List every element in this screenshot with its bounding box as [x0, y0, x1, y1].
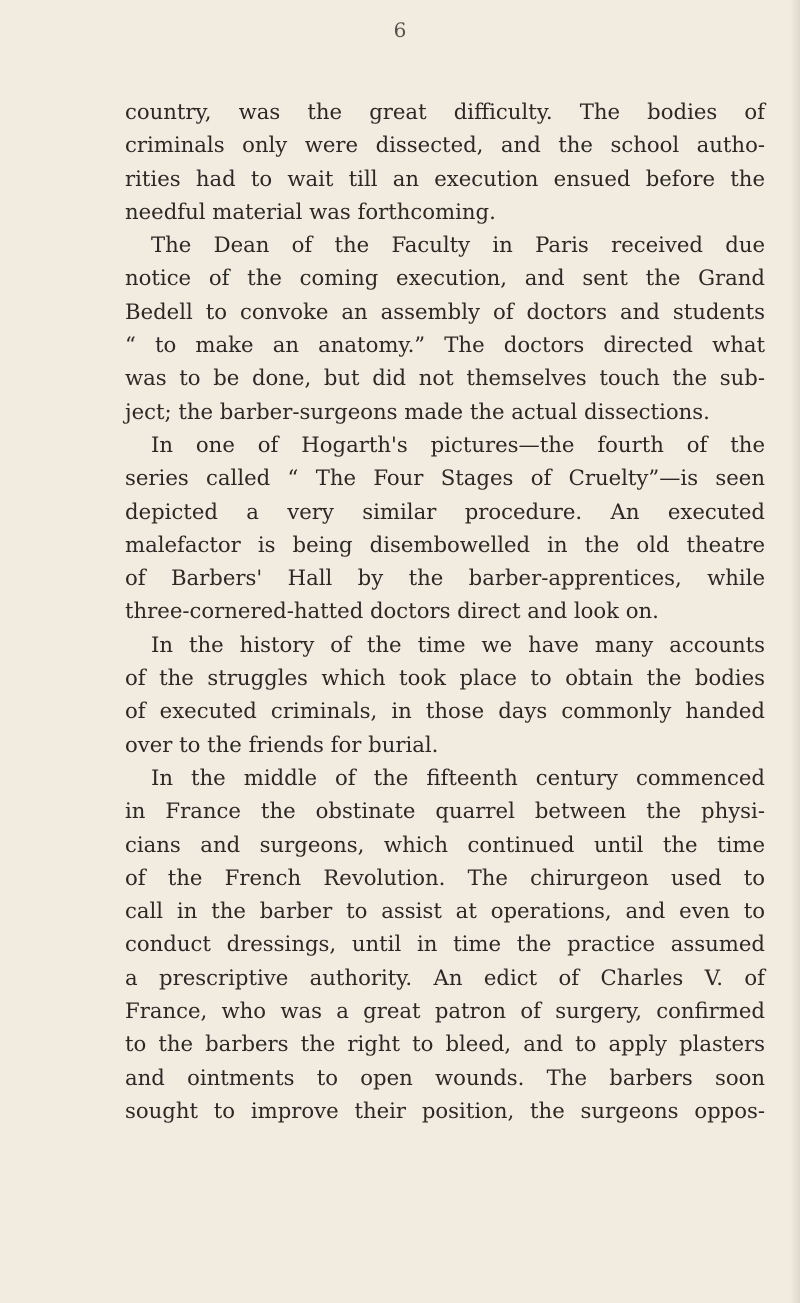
paragraph — [125, 228, 765, 428]
text-line: In one of Hogarth's pictures—the fourth of the — [151, 431, 765, 457]
text-line: to the barbers the right to bleed, and to apply plasters — [125, 1031, 765, 1057]
text-line: of executed criminals, in those days commonly handed — [125, 698, 765, 724]
text-line: criminals only were dissected, and the school autho- — [125, 132, 765, 158]
text-line: needful material was forthcoming. — [125, 198, 496, 224]
text-line: ject; the barber-surgeons made the actual dissections. — [125, 398, 710, 424]
text-line: depicted a very similar procedure. An executed — [125, 498, 765, 524]
body-text — [125, 95, 765, 1127]
text-line: call in the barber to assist at operations, and even to — [125, 898, 765, 924]
text-line: The Dean of the Faculty in Paris received due — [151, 232, 765, 258]
text-line: over to the friends for burial. — [125, 731, 439, 757]
text-line: and ointments to open wounds. The barbers soon — [125, 1064, 765, 1090]
text-line: of the struggles which took place to obtain the bodies — [125, 665, 765, 691]
text-line: of Barbers' Hall by the barber-apprentices, while — [125, 565, 765, 591]
paragraph — [125, 95, 765, 228]
text-line: conduct dressings, until in time the practice assumed — [125, 931, 765, 957]
text-line: rities had to wait till an execution ensued before the — [125, 165, 765, 191]
text-line: In the history of the time we have many accounts — [151, 631, 765, 657]
text-line: in France the obstinate quarrel between the physi- — [125, 798, 765, 824]
text-line: In the middle of the fifteenth century commenced — [151, 764, 765, 790]
text-line: Bedell to convoke an assembly of doctors and students — [125, 298, 765, 324]
page-number: 6 — [393, 18, 407, 42]
text-line: series called “ The Four Stages of Cruelty”—is seen — [125, 465, 765, 491]
paragraph — [125, 628, 765, 761]
text-line: “ to make an anatomy.” The doctors directed what — [125, 332, 765, 358]
text-line: malefactor is being disembowelled in the old theatre — [125, 531, 765, 557]
text-line: France, who was a great patron of surgery, confirmed — [125, 998, 765, 1024]
paragraph — [125, 428, 765, 628]
text-line: was to be done, but did not themselves touch the sub- — [125, 365, 765, 391]
page-edge-shadow — [790, 0, 800, 1303]
text-line: notice of the coming execution, and sent the Grand — [125, 265, 765, 291]
text-line: a prescriptive authority. An edict of Charles V. of — [125, 964, 765, 990]
text-line: cians and surgeons, which continued until the time — [125, 831, 765, 857]
text-line: three-cornered-hatted doctors direct and look on. — [125, 598, 659, 624]
text-line: sought to improve their position, the surgeons oppos- — [125, 1097, 765, 1123]
text-line: of the French Revolution. The chirurgeon used to — [125, 864, 765, 890]
paragraph — [125, 761, 765, 1127]
text-line: country, was the great difficulty. The bodies of — [125, 99, 765, 124]
